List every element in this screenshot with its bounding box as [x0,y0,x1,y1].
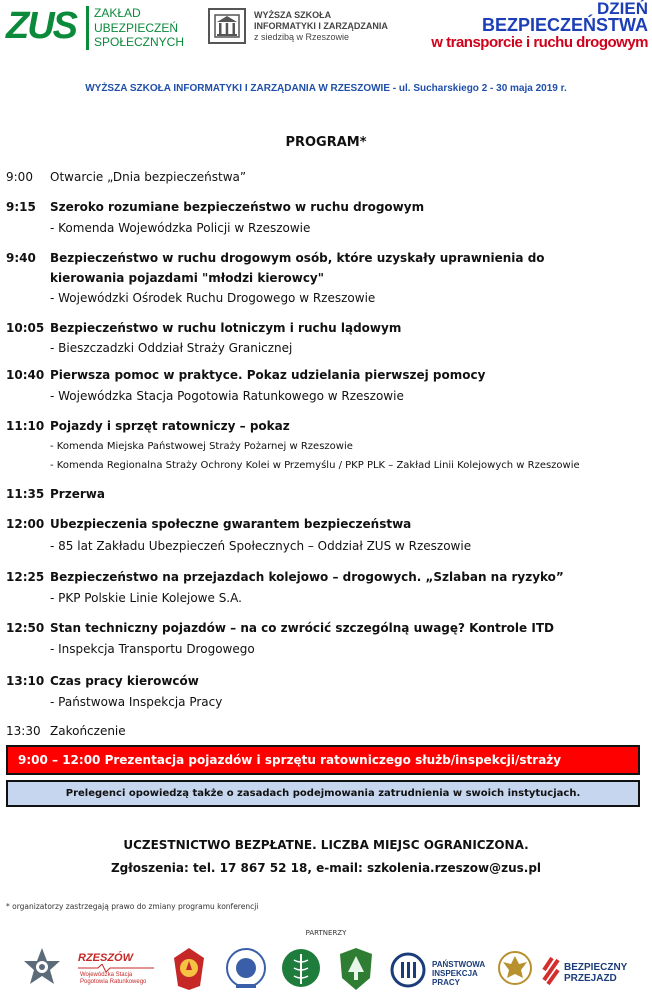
safe-crossing-line: PRZEJAZD [564,973,617,984]
program-speaker: - Komenda Miejska Państwowej Straży Pożarnej w Rzeszowie [50,441,353,452]
program-speaker: - Państwowa Inspekcja Pracy [50,695,223,709]
header [0,0,652,70]
event-title [431,0,648,51]
program-title-text: Stan techniczny pojazdów – na co zwrócić szczególną uwagę? Kontrole ITD [50,621,554,635]
labour-inspectorate-logo [390,946,490,992]
pip-name-line: PRACY [432,978,461,987]
program-time: 10:05 [6,321,45,335]
rescue-logo-description [80,972,146,986]
program-time: 9:00 [6,170,33,184]
program-time: 9:40 [6,251,36,265]
zus-name-line: SPOŁECZNYCH [94,35,185,49]
rescue-desc-line: Pogotowia Ratunkowego [80,979,147,985]
safe-crossing-logo [542,946,646,992]
program-time: 12:50 [6,621,45,635]
program-title-text: Czas pracy kierowców [50,674,199,688]
event-title-line: BEZPIECZEŃSTWA [481,15,648,35]
medical-caduceus-icon [280,946,322,992]
wsiz-name-line: WYŻSZA SZKOŁA [254,10,332,20]
program-time: 12:00 [6,517,45,531]
program-title-text: Pojazdy i sprzęt ratowniczy – pokaz [50,419,290,433]
program-title-text: Bezpieczeństwo na przejazdach kolejowo – drogowych. „Szlaban na ryzyko” [50,570,564,584]
program-speaker: - Wojewódzka Stacja Pogotowia Ratunkowego w Rzeszowie [50,389,404,403]
eagle-emblem-icon [497,946,533,992]
program-speaker: - Komenda Wojewódzka Policji w Rzeszowie [50,221,311,235]
program-time: 12:25 [6,570,45,584]
railway-guard-icon [224,946,268,992]
program-time: 11:10 [6,419,45,433]
crossing-barrier-icon [542,954,560,986]
wsiz-crest-icon [206,6,248,46]
rescue-service-logo [78,946,154,992]
event-title-line: DZIEŃ [597,0,648,18]
partners-label: PARTNERZY [305,929,347,937]
safe-crossing-line: BEZPIECZNY [564,962,628,973]
zus-name-line: UBEZPIECZEŃ [94,20,179,35]
zus-divider [86,6,89,50]
program-time: 13:10 [6,674,45,688]
program-title-text: Bezpieczeństwo w ruchu drogowym osób, które uzyskały uprawnienia do kierowania pojazdami "młodzi kierowcy" [50,251,545,285]
pip-name-line: INSPEKCJA [432,969,478,978]
program-speaker: - 85 lat Zakładu Ubezpieczeń Społecznych – Oddział ZUS w Rzeszowie [50,539,472,553]
wsiz-name-line: INFORMATYKI I ZARZĄDZANIA [254,21,388,31]
program-speaker: - Komenda Regionalna Straży Ochrony Kolei w Przemyślu / PKP PLK – Zakład Linii Kolejowych w Rzeszowie [50,460,580,471]
wsiz-subtitle: z siedzibą w Rzeszowie [254,32,350,42]
pip-name-line: PAŃSTWOWA [432,960,486,969]
zus-name [94,6,204,50]
zus-name-line: ZAKŁAD [94,6,141,20]
participation-text: UCZESTNICTWO BEZPŁATNE. LICZBA MIEJSC OGRANICZONA. [123,838,529,852]
forestry-shield-icon [338,946,374,992]
program-speaker: - PKP Polskie Linie Kolejowe S.A. [50,591,242,605]
pip-icon [390,952,426,988]
program-title-text: Bezpieczeństwo w ruchu lotniczym i ruchu lądowym [50,321,402,335]
program-time: 11:35 [6,487,45,501]
program-title-text: Zakończenie [50,724,126,738]
program-speaker: - Inspekcja Transportu Drogowego [50,642,255,656]
wsiz-name [254,10,388,43]
program-time: 9:15 [6,200,36,214]
program-title-text: Ubezpieczenia społeczne gwarantem bezpieczeństwa [50,517,412,531]
program-time: 10:40 [6,368,45,382]
police-star-icon [22,946,62,992]
footnote: * organizatorzy zastrzegają prawo do zmiany programu konferencji [6,902,259,911]
safe-crossing-name [564,962,627,984]
program-speaker: - Bieszczadzki Oddział Straży Granicznej [50,341,293,355]
registration-notice [0,834,652,880]
registration-contact: Zgłoszenia: tel. 17 867 52 18, e-mail: szkolenia.rzeszow@zus.pl [110,861,542,875]
rescue-logo-name: RZESZÓW [78,952,133,964]
presentation-banner: 9:00 – 12:00 Prezentacja pojazdów i sprzętu ratowniczego służb/inspekcji/straży [6,745,640,775]
speakers-note-banner: Prelegenci opowiedzą także o zasadach podejmowania zatrudnienia w swoich instytucjach. [6,780,640,807]
partner-logos [0,946,652,996]
program-title-text: Otwarcie „Dnia bezpieczeństwa” [50,170,247,184]
event-subtitle: WYŻSZA SZKOŁA INFORMATYKI I ZARZĄDANIA W RZESZOWIE - ul. Sucharskiego 2 - 30 maja 2019 r. [85,83,567,94]
pip-name [432,960,485,987]
program-title-text: Pierwsza pomoc w praktyce. Pokaz udzielania pierwszej pomocy [50,368,486,382]
wsiz-logo [206,6,406,48]
event-title-line: w transporcie i ruchu drogowym [431,34,648,51]
program-time: 13:30 [6,724,41,738]
heartbeat-icon [78,964,154,972]
zus-logo [6,4,196,52]
zus-mark: ZUS [6,5,76,47]
program-title: PROGRAM* [285,135,367,150]
fire-brigade-icon [170,946,208,992]
program-title-text: Szeroko rozumiane bezpieczeństwo w ruchu drogowym [50,200,425,214]
program-title-text: Przerwa [50,487,105,501]
program-speaker: - Wojewódzki Ośrodek Ruchu Drogowego w Rzeszowie [50,291,376,305]
rescue-desc-line: Wojewódzka Stacja [80,972,133,978]
